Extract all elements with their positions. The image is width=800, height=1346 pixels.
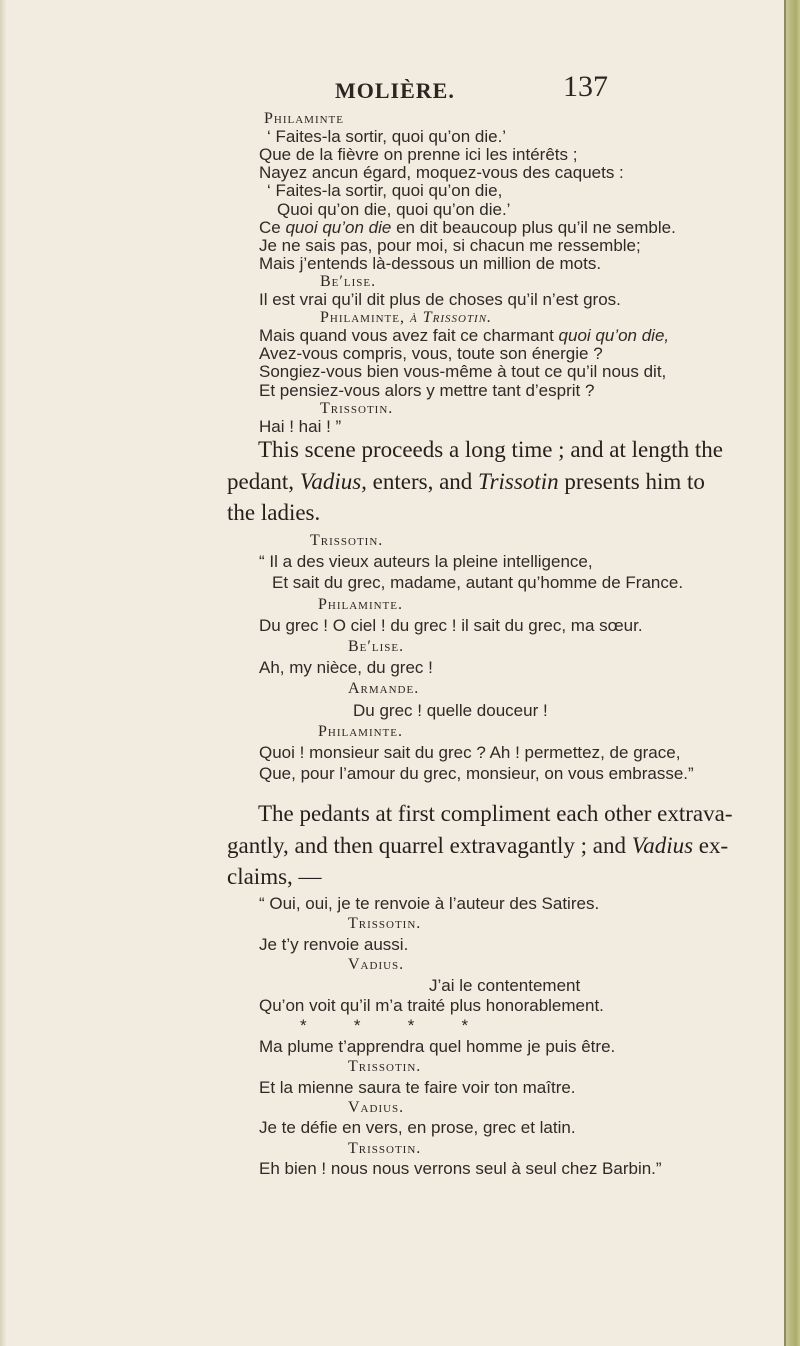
speaker-name: Philaminte <box>264 110 344 127</box>
stage-direction: à Trissotin. <box>410 309 493 327</box>
verse-text: Ce <box>259 217 286 237</box>
verse-line: Et pensiez-vous alors y mettre tant d’esprit ? <box>259 380 595 400</box>
verse-line: Hai ! hai ! ” <box>259 416 342 436</box>
verse-line: Je ne sais pas, pour moi, si chacun me ressemble; <box>259 235 641 255</box>
prose-text: gantly, and then quarrel extravagantly ; and <box>227 832 632 858</box>
prose-text: This scene proceeds a long time ; and at length the <box>258 437 723 462</box>
verse-text: Mais quand vous avez fait ce charmant <box>259 326 559 346</box>
speaker-name: Philaminte. <box>318 722 403 740</box>
prose-line <box>227 466 705 498</box>
verse-line: Du grec ! O ciel ! du grec ! il sait du grec, ma sœur. <box>259 615 643 635</box>
verse-line: Du grec ! quelle douceur ! <box>353 700 548 720</box>
prose-text: the ladies. <box>227 500 321 525</box>
speaker-name: Armande. <box>348 680 420 698</box>
prose-text: claims, — <box>227 864 322 889</box>
speaker-name: Trissotin. <box>348 1058 422 1076</box>
verse-line: Qu’on voit qu’il m’a traité plus honorablement. <box>259 996 604 1015</box>
verse-line: Quoi ! monsieur sait du grec ? Ah ! permettez, de grace, <box>259 743 681 762</box>
speaker-name: Be′lise. <box>348 638 405 655</box>
speaker-name: Vadius. <box>348 1099 405 1116</box>
verse-line: Eh bien ! nous nous verrons seul à seul chez Barbin.” <box>259 1159 662 1179</box>
verse-line: ‘ Faites-la sortir, quoi qu’on die, <box>267 181 503 201</box>
verse-line: Avez-vous compris, vous, toute son énergie ? <box>259 344 603 364</box>
speaker-name: Vadius. <box>348 956 405 974</box>
prose-italic: Vadius <box>631 832 694 858</box>
verse-line: Je t’y renvoie aussi. <box>259 934 409 954</box>
speaker-name: Trissotin. <box>310 532 384 549</box>
verse-line: Ma plume t’apprendra quel homme je puis être. <box>259 1036 616 1056</box>
verse-line: Quoi qu’on die, quoi qu’on die.’ <box>277 199 511 219</box>
speaker-name: Philaminte. <box>318 595 403 613</box>
verse-line: Et la mienne saura te faire voir ton maître. <box>259 1077 576 1097</box>
verse-line: “ Il a des vieux auteurs la pleine intelligence, <box>259 552 593 572</box>
page-left-edge <box>0 0 6 1346</box>
speaker-name: Be′lise. <box>320 272 377 290</box>
verse-line: Il est vrai qu’il dit plus de choses qu’il n’est gros. <box>259 290 621 309</box>
verse-line: ‘ Faites-la sortir, quoi qu’on die.’ <box>267 127 507 147</box>
verse-text: en dit beaucoup plus qu’il ne semble. <box>391 217 676 237</box>
prose-line <box>227 830 728 862</box>
prose-italic: Vadius, <box>299 468 367 494</box>
prose-line <box>258 434 723 466</box>
verse-line: Et sait du grec, madame, autant qu’homme de France. <box>272 573 684 593</box>
prose-text: presents him to <box>558 468 705 494</box>
prose-line <box>227 497 320 529</box>
verse-line: Je te défie en vers, en prose, grec et latin. <box>259 1118 576 1138</box>
binding-edge <box>786 0 800 1346</box>
speaker-name: Trissotin. <box>348 915 422 933</box>
verse-line: J’ai le contentement <box>429 975 581 995</box>
prose-line <box>258 798 733 830</box>
speaker-name: Trissotin. <box>320 399 394 417</box>
verse-line: Nayez ancun égard, moquez-vous des caquets : <box>259 163 624 183</box>
ellipsis-stars: * * * * <box>300 1016 469 1036</box>
speaker-text: Philaminte, <box>320 309 410 327</box>
page-number: 137 <box>563 70 608 103</box>
verse-line: Songiez-vous bien vous-même à tout ce qu’il nous dit, <box>259 362 667 382</box>
speaker-name: Trissotin. <box>348 1139 422 1157</box>
prose-text: The pedants at first compliment each other extrava- <box>258 801 733 826</box>
verse-line: Que de la fièvre on prenne ici les intérêts ; <box>259 145 578 165</box>
prose-text: pedant, <box>227 468 300 494</box>
verse-line: “ Oui, oui, je te renvoie à l’auteur des Satires. <box>259 894 600 913</box>
verse-italic: quoi qu’on die <box>285 217 392 237</box>
page-header <box>0 70 786 110</box>
prose-line <box>227 861 322 893</box>
verse-line: Que, pour l’amour du grec, monsieur, on vous embrasse.” <box>259 764 694 784</box>
verse-line: Mais j’entends là-dessous un million de mots. <box>259 253 602 273</box>
verse-italic: quoi qu’on die, <box>558 326 670 346</box>
running-head: MOLIÈRE. <box>335 78 455 103</box>
prose-text: enters, and <box>366 468 479 494</box>
verse-line: Ah, my nièce, du grec ! <box>259 658 433 678</box>
prose-text: ex- <box>693 832 729 858</box>
prose-italic: Trissotin <box>478 468 559 494</box>
